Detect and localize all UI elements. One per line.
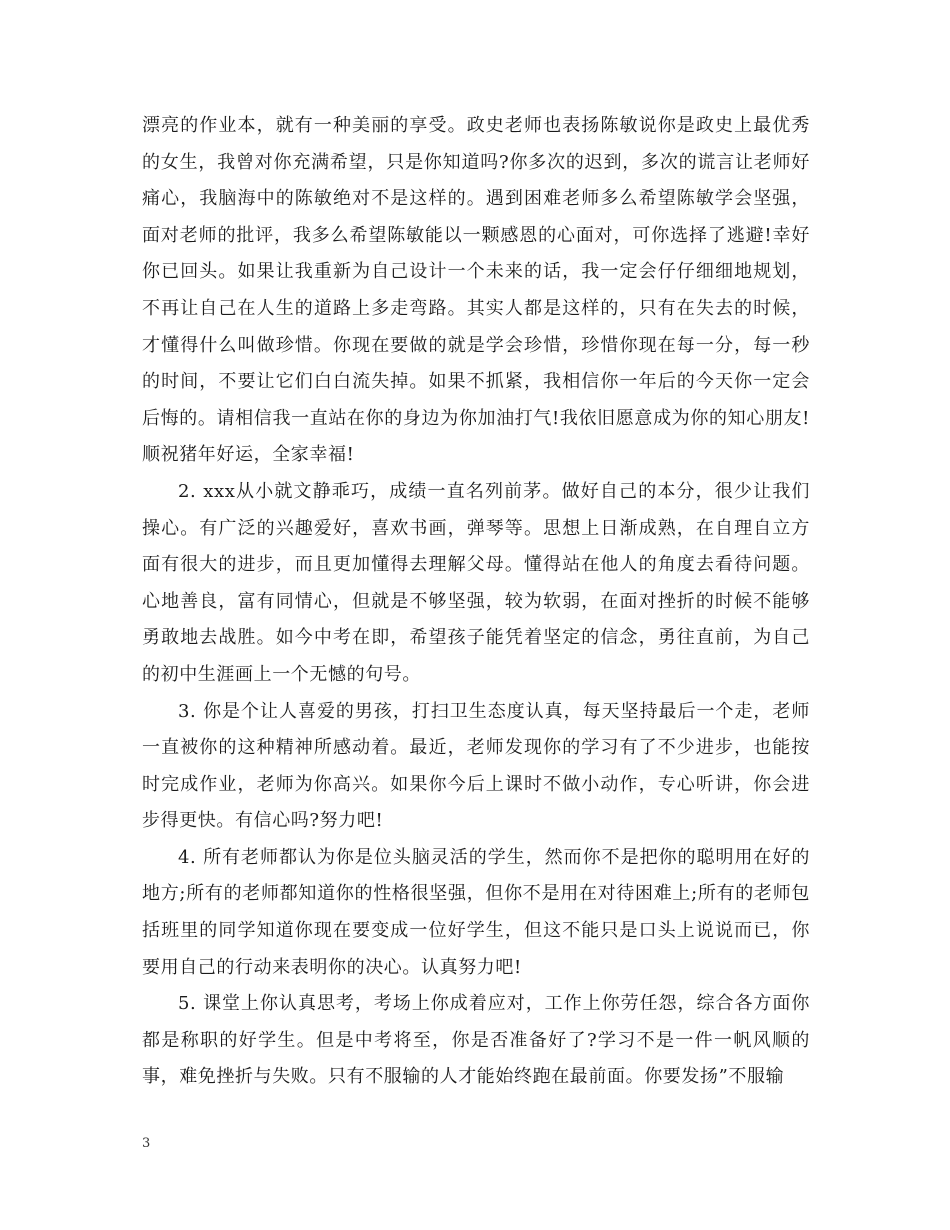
page-number: 3 — [142, 1136, 151, 1151]
document-body — [142, 108, 810, 1096]
paragraph-item-4: 4. 所有老师都认为你是位头脑灵活的学生，然而你不是把你的聪明用在好的地方;所有的老师都知道你的性格很坚强，但你不是用在对待困难上;所有的老师包括班里的同学知道你现在要变成一位好学生，但这不能只是口头上说说而已，你要用自己的行动来表明你的决心。认真努力吧! — [142, 846, 810, 978]
paragraph-item-3: 3. 你是个让人喜爱的男孩，打扫卫生态度认真，每天坚持最后一个走，老师一直被你的这种精神所感动着。最近，老师发现你的学习有了不少进步，也能按时完成作业，老师为你高兴。如果你今后上课时不做小动作，专心听讲，你会进步得更快。有信心吗?努力吧! — [142, 700, 810, 832]
paragraph-continuation: 漂亮的作业本，就有一种美丽的享受。政史老师也表扬陈敏说你是政史上最优秀的女生，我曾对你充满希望，只是你知道吗?你多次的迟到，多次的谎言让老师好痛心，我脑海中的陈敏绝对不是这样的。遇到困难老师多么希望陈敏学会坚强，面对老师的批评，我多么希望陈敏能以一颗感恩的心面对，可你选择了逃避!幸好你已回头。如果让我重新为自己设计一个未来的话，我一定会仔仔细细地规划，不再让自己在人生的道路上多走弯路。其实人都是这样的，只有在失去的时候，才懂得什么叫做珍惜。你现在要做的就是学会珍惜，珍惜你现在每一分，每一秒的时间，不要让它们白白流失掉。如果不抓紧，我相信你一年后的今天你一定会后悔的。请相信我一直站在你的身边为你加油打气!我依旧愿意成为你的知心朋友!顺祝猪年好运，全家幸福! — [142, 115, 810, 466]
paragraph-item-2: 2. xxx从小就文静乖巧，成绩一直名列前茅。做好自己的本分，很少让我们操心。有广泛的兴趣爱好，喜欢书画，弹琴等。思想上日渐成熟，在自理自立方面有很大的进步，而且更加懂得去理解父母。懂得站在他人的角度去看待问题。心地善良，富有同情心，但就是不够坚强，较为软弱，在面对挫折的时候不能够勇敢地去战胜。如今中考在即，希望孩子能凭着坚定的信念，勇往直前，为自己的初中生涯画上一个无憾的句号。 — [142, 480, 810, 685]
paragraph-item-5: 5. 课堂上你认真思考，考场上你成着应对，工作上你劳任怨，综合各方面你都是称职的好学生。但是中考将至，你是否准备好了?学习不是一件一帆风顺的事，难免挫折与失败。只有不服输的人才能始终跑在最前面。你要发扬”不服输 — [142, 993, 810, 1088]
